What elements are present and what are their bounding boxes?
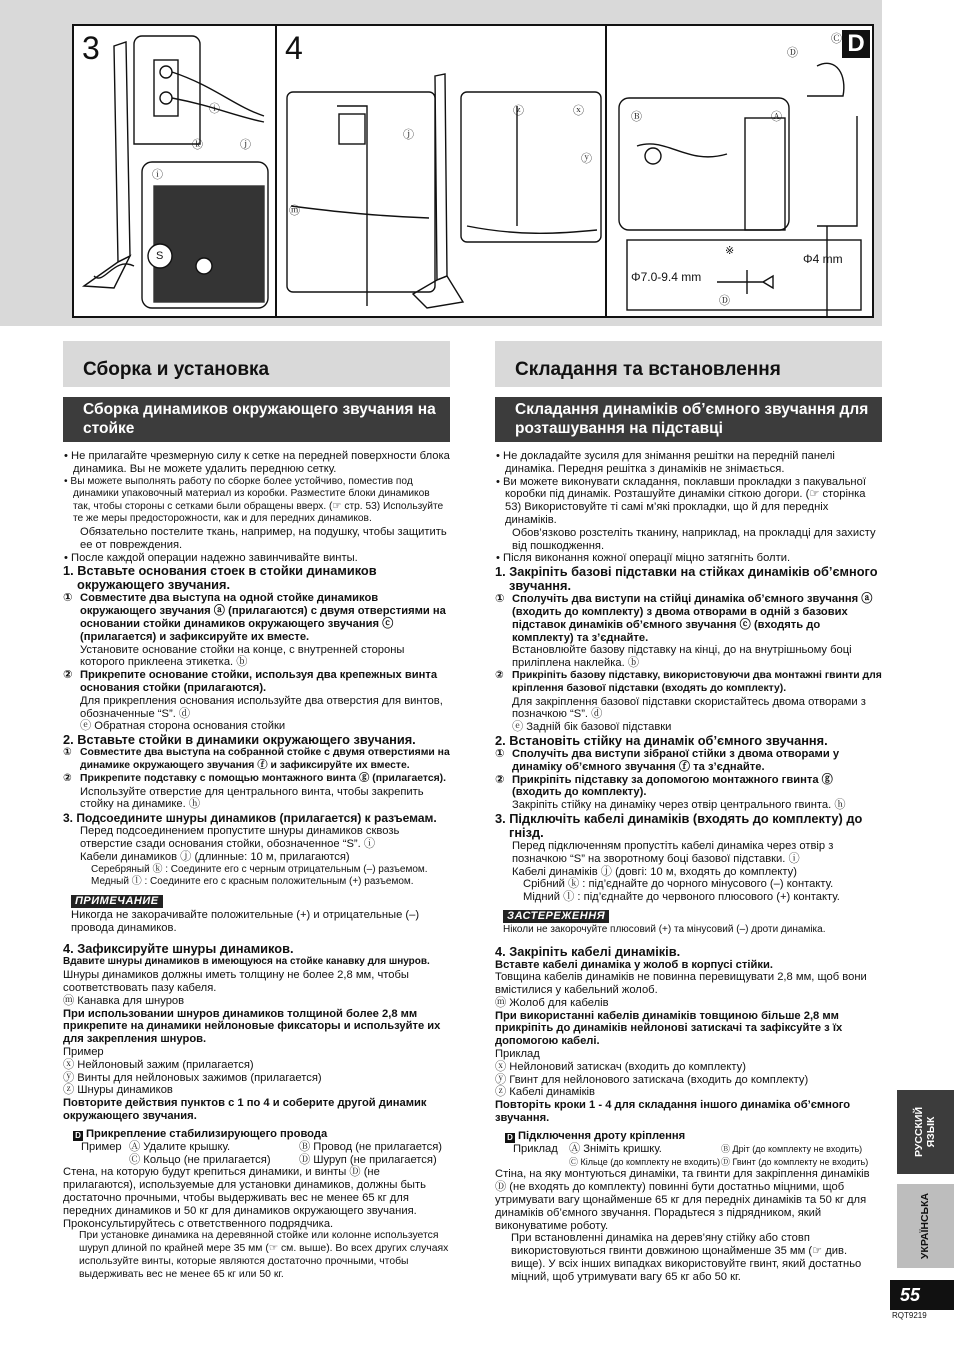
step-uk-2a: ① Сполучіть два виступи зібраної стійки з двома отворами у динаміку об’ємного звучання ⓕ та з’єднайте. [495, 747, 840, 773]
figure-frame [72, 24, 874, 318]
figure-3-drawing [74, 26, 277, 318]
subsection-title-uk: Складання динаміків об’ємного звучання для розташування на підставці [495, 397, 882, 442]
subsection-title-ru: Сборка динамиков окружающего звучания на стойке [63, 397, 450, 442]
step-uk-4-ex: Приклад [495, 1048, 540, 1061]
figure-3-label-k: ⓚ [192, 139, 203, 151]
step-uk-2b-note: Закріпіть стійку на динаміку через отвір центрального гвинта. ⓗ [512, 799, 846, 812]
step-uk-2: 2. Встановіть стійку на динамік об’ємного звучання. [495, 732, 828, 748]
step-uk-1a-note: Встановлюйте базову підставку на кінці, до на внутрішньому боці приліплена наклейка. ⓑ [512, 644, 852, 670]
bullet-ru-4: • После каждой операции надежно завинчивайте винты. [64, 551, 358, 564]
bullet-uk-2: • Ви можете виконувати складання, поклавши прокладки з пакувальної коробки під динамік. Розташуйте динаміки сіткою догори. (☞ сторінка 53) Використовуйте ті самі м’які прокладки, що й для передніх динаміків. [496, 475, 866, 526]
step-ru-4: 4. Зафиксируйте шнуры динамиков. [63, 941, 294, 957]
bullet-uk-1: • Не докладайте зусиля для знімання решітки на передній панелі динаміка. Передня решітка з динаміків не знімається. [496, 450, 835, 475]
wire-para-uk-1: Стіна, на яку монтуються динаміки, та гвинти для закріплення динаміків Ⓓ (не входять до комплекту) повинні бути достатньо міцними, щоб утримувати вагу щонайменше 65 кг для передніх динаміків та 50 кг для динаміків об’ємного звучання. Порадьтеся з підрядником, який виконуватиме роботу. [495, 1168, 870, 1232]
step-uk-4-n2: ⓜ Жолоб для кабелів [495, 996, 609, 1009]
step-uk-4-z: ⓩ Кабелі динаміків [495, 1086, 595, 1099]
step-uk-1b: ② Прикріпіть базову підставку, використовуючи два монтажні гвинти для кріплення базової підставки (входять до комплекту). [495, 669, 882, 694]
step-ru-1a-note: Установите основание стойки на конце, с внутренней стороны которого приклеена этикетка. ⓑ [80, 643, 405, 669]
body-ru [63, 450, 450, 1282]
step-ru-3-n2: Кабели динамиков ⓙ (длинные: 10 м, прилагаются) [80, 850, 350, 863]
figure-letter-d: D [842, 30, 870, 58]
figure-panel-4 [277, 26, 607, 316]
step-uk-1a: ① Сполучіть два виступи на стійці динаміка об’ємного звучання ⓐ (входить до комплекту) з двома отворами в одній з базових підставок динаміків об’ємного звучання ⓒ (входять до комплекту) та з’єднайте. [495, 593, 873, 644]
step-ru-1: 1. Вставьте основания стоек в стойки динамиков окружающего звучания. [63, 563, 377, 593]
step-ru-4-b2: При использовании шнуров динамиков толщиной более 2,8 мм прикрепите на динамики нейлоновые фиксаторы и используйте их для закрепления шнуров. [63, 1007, 441, 1046]
wire-para-uk-2: При встановленні динаміка на дерев’яну стійку або стовп використовуються гвинти довжиною щонайменше 35 мм (☞ див. вище). У всіх інших випадках використовуйте гвинт, який достатньо міцний, щоб утримувати вагу 65 кг або 50 кг. [511, 1232, 862, 1283]
wire-example-ru: Пример Ⓐ Удалите крышку. Ⓑ Провод (не прилагается) [81, 1140, 443, 1153]
figure-d-label-d-bottom: Ⓓ [719, 295, 730, 307]
figure-number-3: 3 [82, 30, 100, 66]
step-uk-3: 3. Підключіть кабелі динаміків (входять до комплекту) до гнізд. [495, 810, 863, 840]
language-tab-russian[interactable]: РУССКИЙ ЯЗЫК [897, 1090, 954, 1174]
note-ru: Никогда не закорачивайте положительные (+) и отрицательные (–) провода динамиков. [71, 908, 420, 934]
step-ru-2b: ② Прикрепите подставку с помощью монтажного винта ⓖ (прилагается). [63, 772, 447, 784]
step-ru-1a: ① Совместите два выступа на одной стойке динамиков окружающего звучания ⓐ (прилагаются) с двумя отверстиями на основании стойки динамиков окружающего звучания ⓒ (прилагается) и зафиксируйте их вместе. [63, 592, 446, 643]
step-uk-1: 1. Закріпіть базові підставки на стійках динаміків об’ємного звучання. [495, 564, 878, 594]
figure-4-label-m: ⓜ [289, 205, 300, 217]
step-uk-3-n2: Кабелі динаміків ⓙ (довгі: 10 м, входять до комплекту) [512, 865, 797, 878]
note-uk: Ніколи не закорочуйте плюсовий (+) та мінусовий (–) дроти динаміка. [503, 923, 826, 935]
bullet-uk-4: • Після виконання кожної операції міцно затягніть болти. [496, 552, 791, 565]
figure-d-dim-hole: Φ4 mm [803, 252, 843, 266]
figure-d-label-c: Ⓒ [831, 33, 842, 45]
bullet-ru-3: Обязательно постелите ткань, например, на подушку, чтобы защитить ее от повреждения. [80, 525, 447, 551]
step-uk-4-b2: При використанні кабелів динаміків товщиною більше 2,8 мм прикріпіть до динаміків нейлонові затискачі та зафіксуйте з їх допомогою кабелі. [495, 1009, 843, 1048]
figure-3-label-i: ⓘ [209, 103, 220, 115]
figure-panel-3 [74, 26, 277, 316]
figure-d-label-d-top: Ⓓ [787, 47, 798, 59]
step-ru-4-z: ⓩ Шнуры динамиков [63, 1084, 173, 1097]
wire-example-uk: Приклад Ⓐ Зніміть кришку. Ⓑ Дріт (до комплекту не входить) [513, 1142, 863, 1155]
page-number: 55 [890, 1280, 954, 1310]
wire-example-ru-2: Ⓒ Кольцо (не прилагается) Ⓓ Шуруп (не прилагается) [129, 1153, 437, 1166]
body-uk [495, 450, 882, 1284]
wire-title-uk: D Підключення дроту кріплення [495, 1130, 882, 1143]
note-tag-ru: ПРИМЕЧАНИЕ [71, 895, 163, 908]
bullet-uk-3: Обов’язково розстеліть тканину, наприклад, на прокладці для захисту від пошкодження. [512, 526, 876, 552]
wire-para-ru-1: Стена, на которую будут крепиться динамики, и винты Ⓓ (не прилагаются), используемые для установки динамиков, должны быть достаточно прочными, чтобы выдерживать вес не менее 65 кг для передних динамиков и 50 кг для динамиков окружающего звучания. Проконсультируйтесь с ответственного подрядчика. [63, 1166, 426, 1230]
figure-number-4: 4 [285, 30, 303, 66]
step-uk-4-n1: Товщина кабелів динаміків не повинна перевищувати 2,8 мм, щоб вони вмістилися у кабельний жолоб. [495, 971, 867, 997]
step-ru-3-n4: Медный ⓛ : Соедините его с красным положительным (+) разъемом. [91, 876, 414, 888]
figure-3-label-s: S [156, 250, 164, 262]
step-ru-1b-note: Для прикрепления основания используйте два отверстия для винтов, обозначенные “S”. ⓓ [80, 694, 443, 720]
figure-4-label-x: ⓧ [573, 105, 584, 117]
step-ru-1b-e: ⓔ Обратная сторона основания стойки [80, 720, 286, 733]
step-uk-3-n3: Срібний ⓚ : під’єднайте до чорного мінусового (–) контакту. [523, 878, 834, 891]
figure-4-drawing [277, 26, 607, 318]
figure-3-label-i2: ⓘ [152, 169, 163, 181]
step-ru-2b-note: Используйте отверстие для центрального винта, чтобы закрепить стойку на динамике. ⓗ [80, 785, 424, 811]
wire-title-ru: D Прикрепление стабилизирующего провода [63, 1128, 450, 1141]
step-uk-1b-note: Для закріплення базової підставки скористайтесь двома отворами з позначкою “S”. ⓓ [512, 695, 866, 721]
step-uk-4-x: ⓧ Нейлоновий затискач (входить до комплекту) [495, 1060, 746, 1073]
figure-4-label-z: ⓩ [513, 105, 524, 117]
step-uk-4: 4. Закріпіть кабелі динаміків. [495, 943, 681, 959]
step-ru-3-n1: Перед подсоединением пропустите шнуры динамиков сквозь отверстие сзади основания стойки, обозначенное “S”. ⓘ [80, 825, 400, 850]
step-ru-4-y: ⓨ Винты для нейлоновых зажимов (прилагается) [63, 1071, 322, 1084]
step-ru-2: 2. Вставьте стойки в динамики окружающего звучания. [63, 732, 416, 748]
figure-3-label-j: ⓙ [240, 139, 251, 151]
column-ukrainian [495, 341, 882, 1284]
step-ru-4-n2: ⓜ Канавка для шнуров [63, 994, 185, 1007]
step-uk-3-n4: Мідний ⓛ : під’єднайте до червоного плюсового (+) контакту. [523, 891, 840, 904]
step-ru-4-n1: Шнуры динамиков должны иметь толщину не более 2,8 мм, чтобы соответствовать пазу кабеля. [63, 969, 409, 995]
figure-panel-d [607, 26, 874, 316]
step-ru-4-x: ⓧ Нейлоновый зажим (прилагается) [63, 1058, 254, 1071]
step-ru-1b: ② Прикрепите основание стойки, используя два крепежных винта основания стойки (прилагаются). [63, 669, 438, 694]
step-uk-1b-e: ⓔ Задній бік базової підставки [512, 721, 672, 734]
bullet-ru-2: • Вы можете выполнять работу по сборке более устойчиво, поместив под динамики упаковочный материал из коробки. Разместите блоки динамиков так, чтобы стороны с сетками были обращены вверх. (☞ стр. 53) Используйте те же меры предосторожности, как и для передних динамиков. [64, 475, 444, 525]
step-ru-2a: ① Совместите два выступа на собранной стойке с двумя отверстиями на динамике окружающего звучания ⓕ и зафиксируйте их вместе. [63, 747, 450, 771]
step-ru-4-b1: Вдавите шнуры динамиков в имеющуюся на стойке канавку для шнуров. [63, 956, 430, 968]
wire-example-uk-2: Ⓒ Кільце (до комплекту не входить) Ⓓ Гвинт (до комплекту не входить) [569, 1156, 869, 1167]
step-uk-4-b1: Вставте кабелі динаміка у жолоб в корпусі стійки. [495, 958, 773, 971]
figure-d-dim-head: Φ7.0-9.4 mm [631, 270, 702, 284]
step-ru-4-ex: Пример [63, 1046, 104, 1059]
wire-para-ru-2: При установке динамика на деревянной стойке или колонне используется шуруп длиной по крайней мере 35 мм (☞ см. выше). Во всех других случаях используйте винты, которые являются достаточно прочными, чтобы выдерживать вес не менее 65 кг или 50 кг. [79, 1230, 449, 1280]
step-ru-4-repeat: Повторите действия пунктов с 1 по 4 и соберите другой динамик окружающего звучания. [63, 1097, 427, 1123]
step-ru-3: 3. Подсоедините шнуры динамиков (прилагается) к разъемам. [63, 811, 437, 826]
language-tab-ukrainian[interactable]: УКРАЇНСЬКА [897, 1184, 954, 1268]
step-uk-4-y: ⓨ Гвинт для нейлонового затискача (входить до комплекту) [495, 1073, 809, 1086]
figure-d-label-star: ※ [725, 245, 735, 257]
bullet-ru-1: • Не прилагайте чрезмерную силу к сетке на передней поверхности блока динамика. Вы не можете удалить переднюю сетку. [64, 450, 450, 475]
step-uk-2b: ② Прикріпіть підставку за допомогою монтажного гвинта ⓖ (входить до комплекту). [495, 773, 833, 799]
figure-d-label-b: Ⓑ [631, 111, 642, 123]
note-tag-uk: ЗАСТЕРЕЖЕННЯ [503, 910, 609, 923]
step-uk-3-n1: Перед підключенням пропустіть кабелі динаміка через отвір з позначкою “S” на зворотному боці базової підставки. ⓘ [512, 839, 834, 865]
step-ru-3-n3: Серебряный ⓚ : Соедините его с черным отрицательным (–) разъемом. [91, 863, 428, 875]
column-russian [63, 341, 450, 1282]
step-uk-4-repeat: Повторіть кроки 1 - 4 для складання іншого динаміка об’ємного звучання. [495, 1099, 851, 1125]
section-title-uk: Складання та встановлення [495, 341, 882, 387]
figure-4-label-j: ⓙ [403, 129, 414, 141]
figure-4-label-y: ⓨ [581, 153, 592, 165]
section-title-ru: Сборка и установка [63, 341, 450, 387]
figure-d-label-a: Ⓐ [771, 111, 782, 123]
document-code: RQT9219 [892, 1311, 927, 1320]
